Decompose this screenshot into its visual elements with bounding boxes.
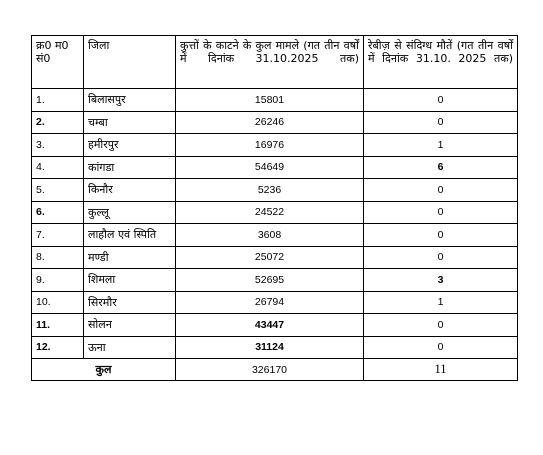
cell-serial-number: 6. <box>32 201 84 224</box>
table-row <box>32 89 518 112</box>
cell-district: बिलासपुर <box>84 89 176 112</box>
cell-serial-number: 3. <box>32 134 84 157</box>
cell-rabies-deaths: 0 <box>364 314 518 337</box>
table-row <box>32 246 518 269</box>
cell-rabies-deaths: 1 <box>364 134 518 157</box>
table-row <box>32 336 518 359</box>
total-label: कुल <box>32 359 176 381</box>
cell-serial-number: 5. <box>32 179 84 202</box>
header-dog-bite-cases: कुत्तों के काटने के कुल मामले (गत तीन वर्षों में दिनांक 31.10.2025 तक) <box>176 36 364 89</box>
total-bites: 326170 <box>176 359 364 381</box>
cell-serial-number: 12. <box>32 336 84 359</box>
cell-dog-bite-cases: 26794 <box>176 291 364 314</box>
cell-dog-bite-cases: 3608 <box>176 224 364 247</box>
table-header-row <box>32 36 518 89</box>
table-row <box>32 269 518 292</box>
cell-district: सिरमौर <box>84 291 176 314</box>
cell-rabies-deaths: 0 <box>364 336 518 359</box>
table-row <box>32 179 518 202</box>
cell-rabies-deaths: 0 <box>364 201 518 224</box>
cell-district: लाहौल एवं स्पिति <box>84 224 176 247</box>
header-rabies-deaths: रेबीज़ से संदिग्ध मौतें (गत तीन वर्षों में दिनांक 31.10. 2025 तक) <box>364 36 518 89</box>
cell-serial-number: 9. <box>32 269 84 292</box>
cell-serial-number: 8. <box>32 246 84 269</box>
total-deaths: 11 <box>364 359 518 381</box>
cell-district: मण्डी <box>84 246 176 269</box>
cell-serial-number: 11. <box>32 314 84 337</box>
cell-dog-bite-cases: 15801 <box>176 89 364 112</box>
cell-rabies-deaths: 0 <box>364 224 518 247</box>
table-row <box>32 224 518 247</box>
cell-dog-bite-cases: 25072 <box>176 246 364 269</box>
cell-district: किनौर <box>84 179 176 202</box>
cell-serial-number: 1. <box>32 89 84 112</box>
cell-dog-bite-cases: 52695 <box>176 269 364 292</box>
cell-rabies-deaths: 0 <box>364 89 518 112</box>
cell-rabies-deaths: 0 <box>364 179 518 202</box>
cell-rabies-deaths: 0 <box>364 111 518 134</box>
table-row <box>32 291 518 314</box>
cell-district: हमीरपुर <box>84 134 176 157</box>
cell-dog-bite-cases: 16976 <box>176 134 364 157</box>
cell-dog-bite-cases: 54649 <box>176 156 364 179</box>
cell-district: ऊना <box>84 336 176 359</box>
table-total-row <box>32 359 518 381</box>
cell-district: चम्बा <box>84 111 176 134</box>
cell-dog-bite-cases: 24522 <box>176 201 364 224</box>
table-row <box>32 314 518 337</box>
cell-dog-bite-cases: 43447 <box>176 314 364 337</box>
cell-district: कुल्लू <box>84 201 176 224</box>
table-row <box>32 134 518 157</box>
table-row <box>32 111 518 134</box>
cell-serial-number: 7. <box>32 224 84 247</box>
dog-bite-table <box>31 35 518 381</box>
cell-district: कांगडा <box>84 156 176 179</box>
header-serial-number: क्र0 म0 सं0 <box>32 36 84 89</box>
cell-serial-number: 4. <box>32 156 84 179</box>
cell-rabies-deaths: 1 <box>364 291 518 314</box>
cell-rabies-deaths: 3 <box>364 269 518 292</box>
cell-dog-bite-cases: 5236 <box>176 179 364 202</box>
cell-district: सोलन <box>84 314 176 337</box>
cell-rabies-deaths: 0 <box>364 246 518 269</box>
cell-dog-bite-cases: 31124 <box>176 336 364 359</box>
cell-district: शिमला <box>84 269 176 292</box>
cell-rabies-deaths: 6 <box>364 156 518 179</box>
table-row <box>32 201 518 224</box>
cell-serial-number: 10. <box>32 291 84 314</box>
table-row <box>32 156 518 179</box>
cell-dog-bite-cases: 26246 <box>176 111 364 134</box>
header-district: जिला <box>84 36 176 89</box>
cell-serial-number: 2. <box>32 111 84 134</box>
